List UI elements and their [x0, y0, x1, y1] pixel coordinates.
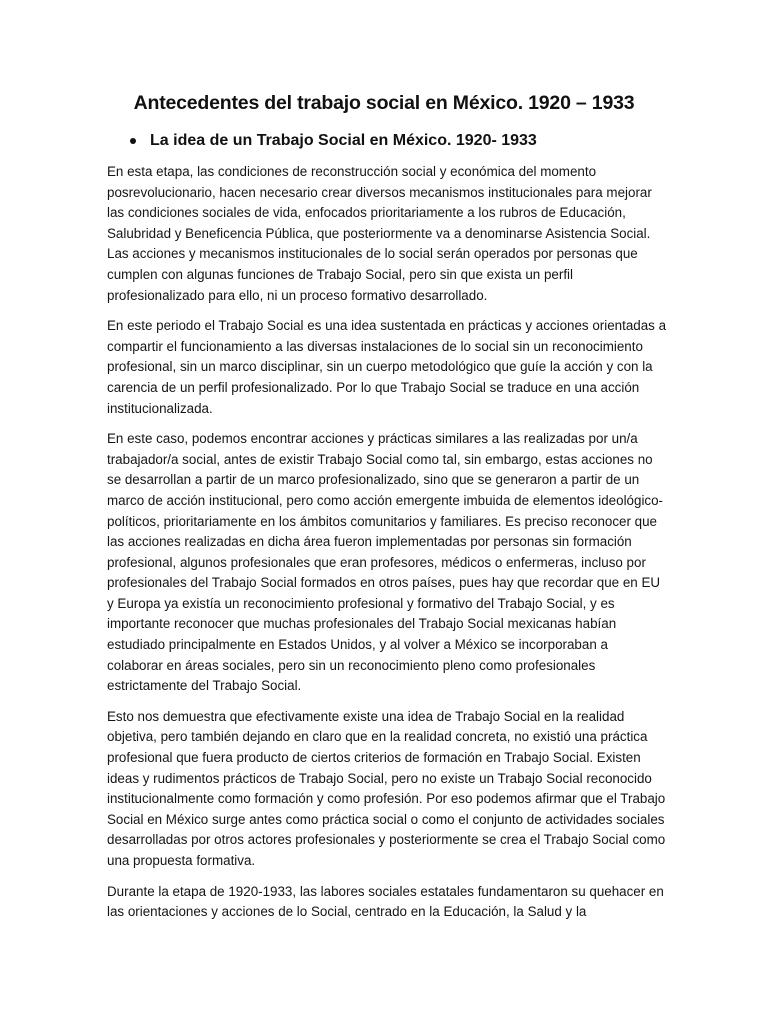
paragraph-3: En este caso, podemos encontrar acciones y prácticas similares a las realizadas por un/a trabajador/a social, antes de existir Trabajo Social como tal, sin embargo, estas acciones no se desarrollan a partir de un marco profesionalizado, sino que se generaron a partir de un marco de acción institucional, pero como acción emergente imbuida de elementos ideológico-políticos, prioritariamente en los ámbitos comunitarios y familiares. Es preciso reconocer que las acciones realizadas en dicha área fueron implementadas por personas sin formación profesional, algunos profesionales que eran profesores, médicos o enfermeras, incluso por profesionales del Trabajo Social formados en otros países, pues hay que recordar que en EU y Europa ya existía un reconocimiento profesional y formativo del Trabajo Social, y es importante reconocer que muchas profesionales del Trabajo Social mexicanas habían estudiado principalmente en Estados Unidos, y al volver a México se incorporaban a colaborar en áreas sociales, pero sin un reconocimiento pleno como profesionales estrictamente del Trabajo Social.	[107, 431, 664, 694]
paragraph-1: En esta etapa, las condiciones de reconstrucción social y económica del momento posrevolucionario, hacen necesario crear diversos mecanismos institucionales para mejorar las condiciones sociales de vida, enfocados prioritariamente a los rubros de Educación, Salubridad y Beneficencia Pública, que posteriormente va a denominarse Asistencia Social. Las acciones y mecanismos institucionales de lo social serán operados por personas que cumplen con algunas funciones de Trabajo Social, pero sin que exista un perfil profesionalizado para ello, ni un proceso formativo desarrollado.	[107, 164, 652, 303]
body-text	[107, 162, 667, 933]
paragraph-2: En este periodo el Trabajo Social es una idea sustentada en prácticas y acciones orientadas a compartir el funcionamiento a las diversas instalaciones de lo social sin un reconocimiento profesional, sin un marco disciplinar, sin un cuerpo metodológico que guíe la acción y con la carencia de un perfil profesionalizado. Por lo que Trabajo Social se traduce en una acción institucionalizada.	[107, 318, 667, 416]
paragraph-4: Esto nos demuestra que efectivamente existe una idea de Trabajo Social en la realidad objetiva, pero también dejando en claro que en la realidad concreta, no existió una práctica profesional que fuera producto de ciertos criterios de formación en Trabajo Social. Existen ideas y rudimentos prácticos de Trabajo Social, pero no existe un Trabajo Social reconocido institucionalmente como formación y como profesión. Por eso podemos afirmar que el Trabajo Social en México surge antes como práctica social o como el conjunto de actividades sociales desarrolladas por otros actores profesionales y posteriormente se crea el Trabajo Social como una propuesta formativa.	[107, 708, 666, 868]
bullet-icon	[130, 138, 136, 144]
subheading-text: La idea de un Trabajo Social en México. 1920- 1933	[150, 132, 537, 149]
paragraph-5: Durante la etapa de 1920-1933, las labores sociales estatales fundamentaron su quehacer en las orientaciones y acciones de lo Social, centrado en la Educación, la Salud y la	[107, 883, 664, 920]
document-title: Antecedentes del trabajo social en México. 1920 – 1933	[133, 92, 635, 114]
section-subheading	[130, 132, 537, 150]
